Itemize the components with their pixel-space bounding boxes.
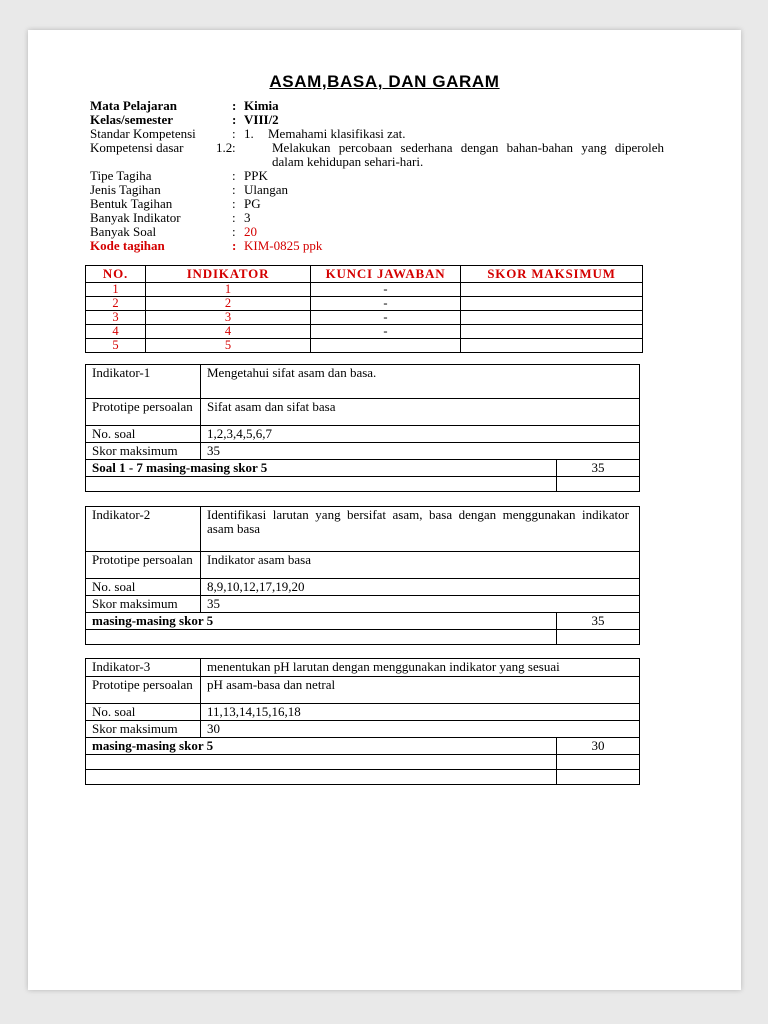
meta-colon: :: [232, 196, 236, 211]
cell-no: 5: [86, 339, 146, 353]
meta-row-mata-pelajaran: [90, 99, 741, 113]
prototipe-label: Prototipe persoalan: [86, 552, 201, 578]
table-row: [86, 659, 639, 676]
meta-label: Standar Kompetensi: [90, 126, 196, 141]
meta-row-jenis-tagihan: [90, 183, 741, 197]
table-row: [86, 365, 639, 398]
meta-row-tipe-tagiha: [90, 169, 741, 183]
indikator-3-table: [85, 658, 640, 785]
indikator-1-table: [85, 364, 640, 492]
cell-skor: [461, 311, 643, 325]
cell-kunci: -: [311, 297, 461, 311]
meta-value: PG: [244, 196, 261, 211]
indikator-name: Indikator-1: [86, 365, 201, 398]
meta-colon: :: [232, 112, 237, 127]
meta-colon: :: [232, 182, 236, 197]
prototipe-label: Prototipe persoalan: [86, 677, 201, 703]
indikator-name: Indikator-2: [86, 507, 201, 551]
document-page: [28, 30, 741, 990]
meta-label: Kompetensi dasar: [90, 140, 184, 155]
meta-row-bentuk-tagihan: [90, 197, 741, 211]
meta-colon: :: [232, 224, 236, 239]
meta-row-kelas-semester: [90, 113, 741, 127]
table-row: [86, 339, 643, 353]
cell-no: 3: [86, 311, 146, 325]
empty-cell: [557, 630, 639, 644]
meta-label: Banyak Soal: [90, 224, 157, 239]
meta-label: Mata Pelajaran: [90, 98, 178, 113]
table-row: [86, 311, 643, 325]
meta-value: 3: [244, 210, 251, 225]
meta-row-kompetensi-dasar: [90, 141, 741, 169]
footer-value: 30: [591, 738, 605, 753]
meta-value: KIM-0825 ppk: [244, 238, 323, 253]
table-row: [86, 297, 643, 311]
table-row: [86, 507, 639, 551]
table-row: [86, 769, 639, 784]
footer-label: masing-masing skor 5: [86, 738, 557, 754]
footer-label: masing-masing skor 5: [86, 613, 557, 629]
empty-cell: [86, 477, 557, 491]
table-row: [86, 442, 639, 459]
table-row: [86, 629, 639, 644]
no-soal-label: No. soal: [86, 704, 201, 720]
cell-no: 1: [86, 283, 146, 297]
table-row: [86, 425, 639, 442]
score-summary-table: [85, 265, 643, 353]
meta-label: Kode tagihan: [90, 238, 165, 253]
skor-maksimum-value: 35: [207, 596, 220, 611]
indikator-description: menentukan pH larutan dengan menggunakan indikator yang sesuai: [207, 659, 560, 674]
skor-maksimum-label: Skor maksimum: [86, 721, 201, 737]
meta-row-banyak-indikator: [90, 211, 741, 225]
cell-skor: [461, 283, 643, 297]
meta-label: Tipe Tagiha: [90, 168, 152, 183]
cell-no: 2: [86, 297, 146, 311]
table-row: [86, 595, 639, 612]
skor-maksimum-label: Skor maksimum: [86, 443, 201, 459]
no-soal-label: No. soal: [86, 426, 201, 442]
metadata-section: [90, 99, 741, 253]
meta-row-kode-tagihan: [90, 239, 741, 253]
table-row: [86, 703, 639, 720]
meta-colon: :: [232, 98, 237, 113]
empty-cell: [557, 477, 639, 491]
empty-cell: [86, 630, 557, 644]
meta-colon: :: [232, 140, 236, 155]
meta-item-number: 1.2: [216, 140, 233, 155]
footer-label: Soal 1 - 7 masing-masing skor 5: [86, 460, 557, 476]
column-header-kunci-jawaban: KUNCI JAWABAN: [311, 266, 461, 283]
no-soal-value: 8,9,10,12,17,19,20: [207, 579, 305, 594]
table-row: [86, 325, 643, 339]
empty-cell: [557, 770, 639, 784]
indikator-name: Indikator-3: [86, 659, 201, 676]
cell-indikator: 3: [146, 311, 311, 325]
meta-value: Ulangan: [244, 182, 289, 197]
table-row: [86, 551, 639, 578]
meta-value-text: Memahami klasifikasi zat.: [268, 126, 406, 141]
column-header-skor-maksimum: SKOR MAKSIMUM: [461, 266, 643, 283]
no-soal-value: 11,13,14,15,16,18: [207, 704, 301, 719]
table-row: [86, 720, 639, 737]
column-header-no: NO.: [86, 266, 146, 283]
meta-value: Kimia: [244, 98, 279, 113]
table-row: [86, 676, 639, 703]
empty-cell: [86, 755, 557, 769]
table-row: [86, 283, 643, 297]
cell-no: 4: [86, 325, 146, 339]
cell-skor: [461, 297, 643, 311]
cell-skor: [461, 339, 643, 353]
meta-label: Jenis Tagihan: [90, 182, 161, 197]
meta-value: [216, 140, 664, 169]
meta-value-text: Melakukan percobaan sederhana dengan bahan-bahan yang diperoleh dalam kehidupan sehari-hari.: [272, 140, 664, 169]
table-row: [86, 476, 639, 491]
no-soal-value: 1,2,3,4,5,6,7: [207, 426, 272, 441]
indikator-description: Identifikasi larutan yang bersifat asam, basa dengan menggunakan indikator asam basa: [207, 507, 629, 536]
meta-item-number: 1.: [244, 126, 254, 141]
cell-skor: [461, 325, 643, 339]
meta-value: VIII/2: [244, 112, 279, 127]
skor-maksimum-value: 35: [207, 443, 220, 458]
meta-value: [244, 127, 714, 141]
empty-cell: [557, 755, 639, 769]
meta-colon: :: [232, 238, 237, 253]
prototipe-value: Indikator asam basa: [207, 552, 311, 567]
table-row: [86, 612, 639, 629]
footer-value: 35: [591, 613, 605, 628]
meta-label: Kelas/semester: [90, 112, 174, 127]
table-row: [86, 754, 639, 769]
meta-colon: :: [232, 168, 236, 183]
page-title: ASAM,BASA, DAN GARAM: [269, 72, 500, 91]
meta-row-banyak-soal: [90, 225, 741, 239]
cell-indikator: 1: [146, 283, 311, 297]
meta-value: 20: [244, 224, 257, 239]
skor-maksimum-value: 30: [207, 721, 220, 736]
prototipe-label: Prototipe persoalan: [86, 399, 201, 425]
meta-label: Banyak Indikator: [90, 210, 181, 225]
meta-label: Bentuk Tagihan: [90, 196, 173, 211]
no-soal-label: No. soal: [86, 579, 201, 595]
cell-kunci: -: [311, 311, 461, 325]
cell-indikator: 5: [146, 339, 311, 353]
table-header-row: [86, 266, 643, 283]
column-header-indikator: INDIKATOR: [146, 266, 311, 283]
meta-colon: :: [232, 210, 236, 225]
cell-indikator: 2: [146, 297, 311, 311]
prototipe-value: Sifat asam dan sifat basa: [207, 399, 336, 414]
meta-row-standar-kompetensi: [90, 127, 741, 141]
table-row: [86, 398, 639, 425]
cell-indikator: 4: [146, 325, 311, 339]
cell-kunci: -: [311, 325, 461, 339]
table-row: [86, 737, 639, 754]
footer-value: 35: [591, 460, 605, 475]
indikator-description: Mengetahui sifat asam dan basa.: [207, 365, 377, 380]
meta-colon: :: [232, 126, 236, 141]
prototipe-value: pH asam-basa dan netral: [207, 677, 336, 692]
table-row: [86, 578, 639, 595]
table-row: [86, 459, 639, 476]
cell-kunci: [311, 339, 461, 353]
meta-value: PPK: [244, 168, 268, 183]
indikator-2-table: [85, 506, 640, 645]
cell-kunci: -: [311, 283, 461, 297]
skor-maksimum-label: Skor maksimum: [86, 596, 201, 612]
empty-cell: [86, 770, 557, 784]
